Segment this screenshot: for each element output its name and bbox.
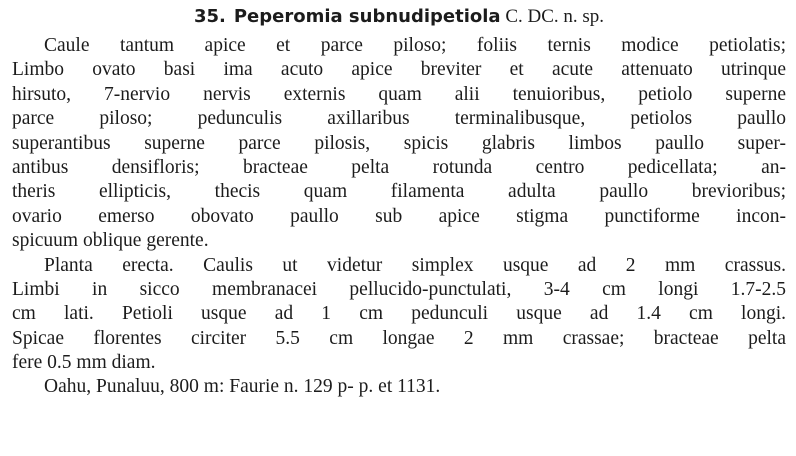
- measurement-line: Planta erecta. Caulis ut videtur simplex usque ad 2 mm crassus.: [44, 254, 786, 276]
- description-line: ovario emerso obovato paullo sub apice stigma punctiforme incon-: [12, 205, 786, 227]
- species-number: 35.: [193, 6, 226, 27]
- description-line: superantibus superne parce pilosis, spicis glabris limbos paullo super-: [12, 132, 786, 154]
- species-author: C. DC. n. sp.: [505, 6, 605, 27]
- description-line: Caule tantum apice et parce piloso; foliis ternis modice petiolatis;: [44, 35, 786, 56]
- species-name: Peperomia subnudipetiola: [233, 6, 501, 27]
- measurement-line: cm lati. Petioli usque ad 1 cm pedunculi usque ad 1.4 cm longi.: [12, 303, 786, 325]
- measurement-line: Spicae florentes circiter 5.5 cm longae 2 mm crassae; bracteae pelta: [12, 327, 786, 349]
- description-line: Limbo ovato basi ima acuto apice breviter et acute attenuato utrinque: [12, 59, 786, 81]
- description-line: theris ellipticis, thecis quam filamenta adulta paullo brevioribus;: [12, 181, 786, 203]
- description-line: spicuum oblique gerente.: [12, 230, 209, 252]
- description-paragraph: [12, 34, 786, 254]
- measurement-line: Limbi in sicco membranacei pellucido-punctulati, 3-4 cm longi 1.7-2.5: [12, 278, 786, 300]
- description-line: hirsuto, 7-nervio nervis externis quam alii tenuioribus, petiolo superne: [12, 83, 786, 105]
- description-line: antibus densifloris; bracteae pelta rotunda centro pedicellata; an-: [12, 156, 786, 178]
- species-heading: [12, 4, 786, 30]
- locality-line: Oahu, Punaluu, 800 m: Faurie n. 129 p- p. et 1131.: [44, 376, 441, 398]
- description-line: parce piloso; pedunculis axillaribus terminalibusque, petiolos paullo: [12, 108, 786, 130]
- measurement-line: fere 0.5 mm diam.: [12, 352, 156, 374]
- measurements-paragraph: [12, 254, 786, 376]
